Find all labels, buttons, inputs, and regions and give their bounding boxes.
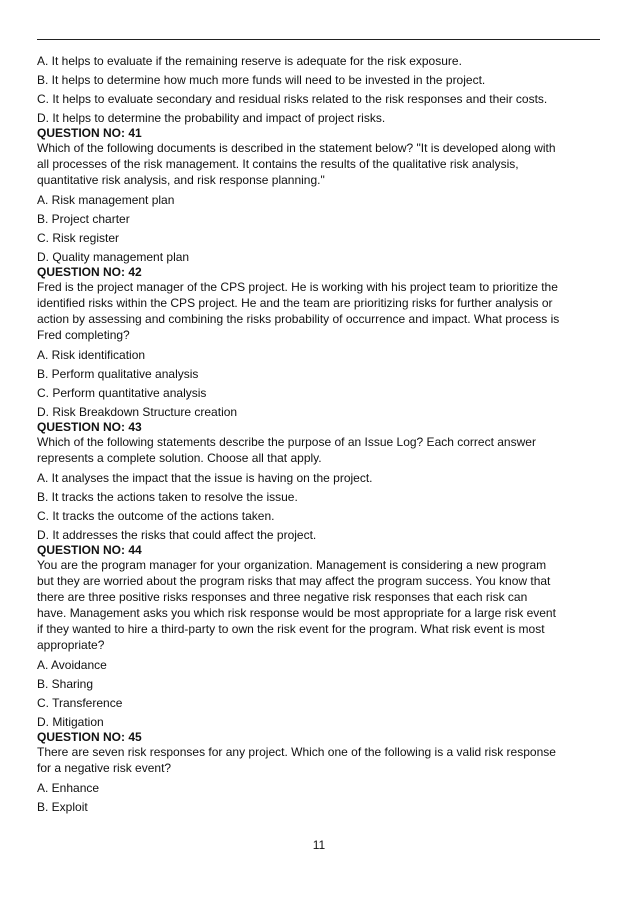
page-content xyxy=(37,53,603,815)
option-c: C. It helps to evaluate secondary and residual risks related to the risk responses and their costs. xyxy=(37,92,548,106)
question-heading: QUESTION NO: 41 xyxy=(37,126,142,140)
question-text-line: represents a complete solution. Choose all that apply. xyxy=(37,451,322,465)
answer-option: D. Risk Breakdown Structure creation xyxy=(37,405,238,419)
answer-option: A. It analyses the impact that the issue is having on the project. xyxy=(37,471,373,485)
question-heading: QUESTION NO: 43 xyxy=(37,420,142,434)
answer-option: B. It tracks the actions taken to resolve the issue. xyxy=(37,490,298,504)
answer-option: D. Quality management plan xyxy=(37,250,190,264)
question-block xyxy=(37,730,603,815)
question-list xyxy=(37,126,603,815)
answer-option: C. Transference xyxy=(37,696,123,710)
answer-option: B. Exploit xyxy=(37,800,88,814)
question-text xyxy=(37,140,603,188)
question-text-line: if they wanted to hire a third-party to own the risk event for the program. What risk event is most xyxy=(37,622,545,636)
question-text-line: Fred completing? xyxy=(37,328,130,342)
question-text-line: but they are worried about the program risks that may affect the program success. You know that xyxy=(37,574,551,588)
lead-options xyxy=(37,53,603,126)
question-text xyxy=(37,279,603,343)
answer-option: A. Enhance xyxy=(37,781,100,795)
option-a: A. It helps to evaluate if the remaining reserve is adequate for the risk exposure. xyxy=(37,54,462,68)
question-heading: QUESTION NO: 44 xyxy=(37,543,142,557)
answer-option: D. It addresses the risks that could affect the project. xyxy=(37,528,317,542)
question-text-line: have. Management asks you which risk response would be most appropriate for a large risk event xyxy=(37,606,556,620)
answer-option: C. Perform quantitative analysis xyxy=(37,386,207,400)
question-heading: QUESTION NO: 45 xyxy=(37,730,142,744)
answer-option: C. Risk register xyxy=(37,231,120,245)
question-text-line: Which of the following statements describe the purpose of an Issue Log? Each correct answer xyxy=(37,435,536,449)
answer-option: B. Project charter xyxy=(37,212,130,226)
question-block xyxy=(37,126,603,265)
question-block xyxy=(37,420,603,543)
question-text xyxy=(37,557,603,653)
question-text-line: identified risks within the CPS project. He and the team are prioritizing risks for further analysis or xyxy=(37,296,553,310)
answer-option: B. Perform qualitative analysis xyxy=(37,367,199,381)
answer-option: A. Avoidance xyxy=(37,658,107,672)
question-heading: QUESTION NO: 42 xyxy=(37,265,142,279)
question-text xyxy=(37,434,603,466)
option-d: D. It helps to determine the probability and impact of project risks. xyxy=(37,111,386,125)
question-text-line: there are three positive risks responses and three negative risk responses that each risk can xyxy=(37,590,528,604)
answer-option: C. It tracks the outcome of the actions taken. xyxy=(37,509,275,523)
page-number: 11 xyxy=(312,838,326,852)
header-rule xyxy=(37,39,600,40)
option-b: B. It helps to determine how much more funds will need to be invested in the project. xyxy=(37,73,486,87)
answer-option: B. Sharing xyxy=(37,677,94,691)
question-block xyxy=(37,543,603,730)
answer-option: D. Mitigation xyxy=(37,715,104,729)
question-text xyxy=(37,744,603,776)
answer-option: A. Risk identification xyxy=(37,348,146,362)
question-text-line: Fred is the project manager of the CPS project. He is working with his project team to prioritize the xyxy=(37,280,558,294)
question-text-line: all processes of the risk management. It contains the results of the qualitative risk analysis, xyxy=(37,157,519,171)
question-text-line: quantitative risk analysis, and risk response planning." xyxy=(37,173,325,187)
question-text-line: You are the program manager for your organization. Management is considering a new program xyxy=(37,558,547,572)
question-text-line: action by assessing and combining the risks probability of occurrence and impact. What process is xyxy=(37,312,560,326)
question-block xyxy=(37,265,603,420)
question-text-line: Which of the following documents is described in the statement below? "It is developed along with xyxy=(37,141,556,155)
question-text-line: for a negative risk event? xyxy=(37,761,172,775)
answer-option: A. Risk management plan xyxy=(37,193,175,207)
question-text-line: appropriate? xyxy=(37,638,105,652)
question-text-line: There are seven risk responses for any project. Which one of the following is a valid risk response xyxy=(37,745,556,759)
